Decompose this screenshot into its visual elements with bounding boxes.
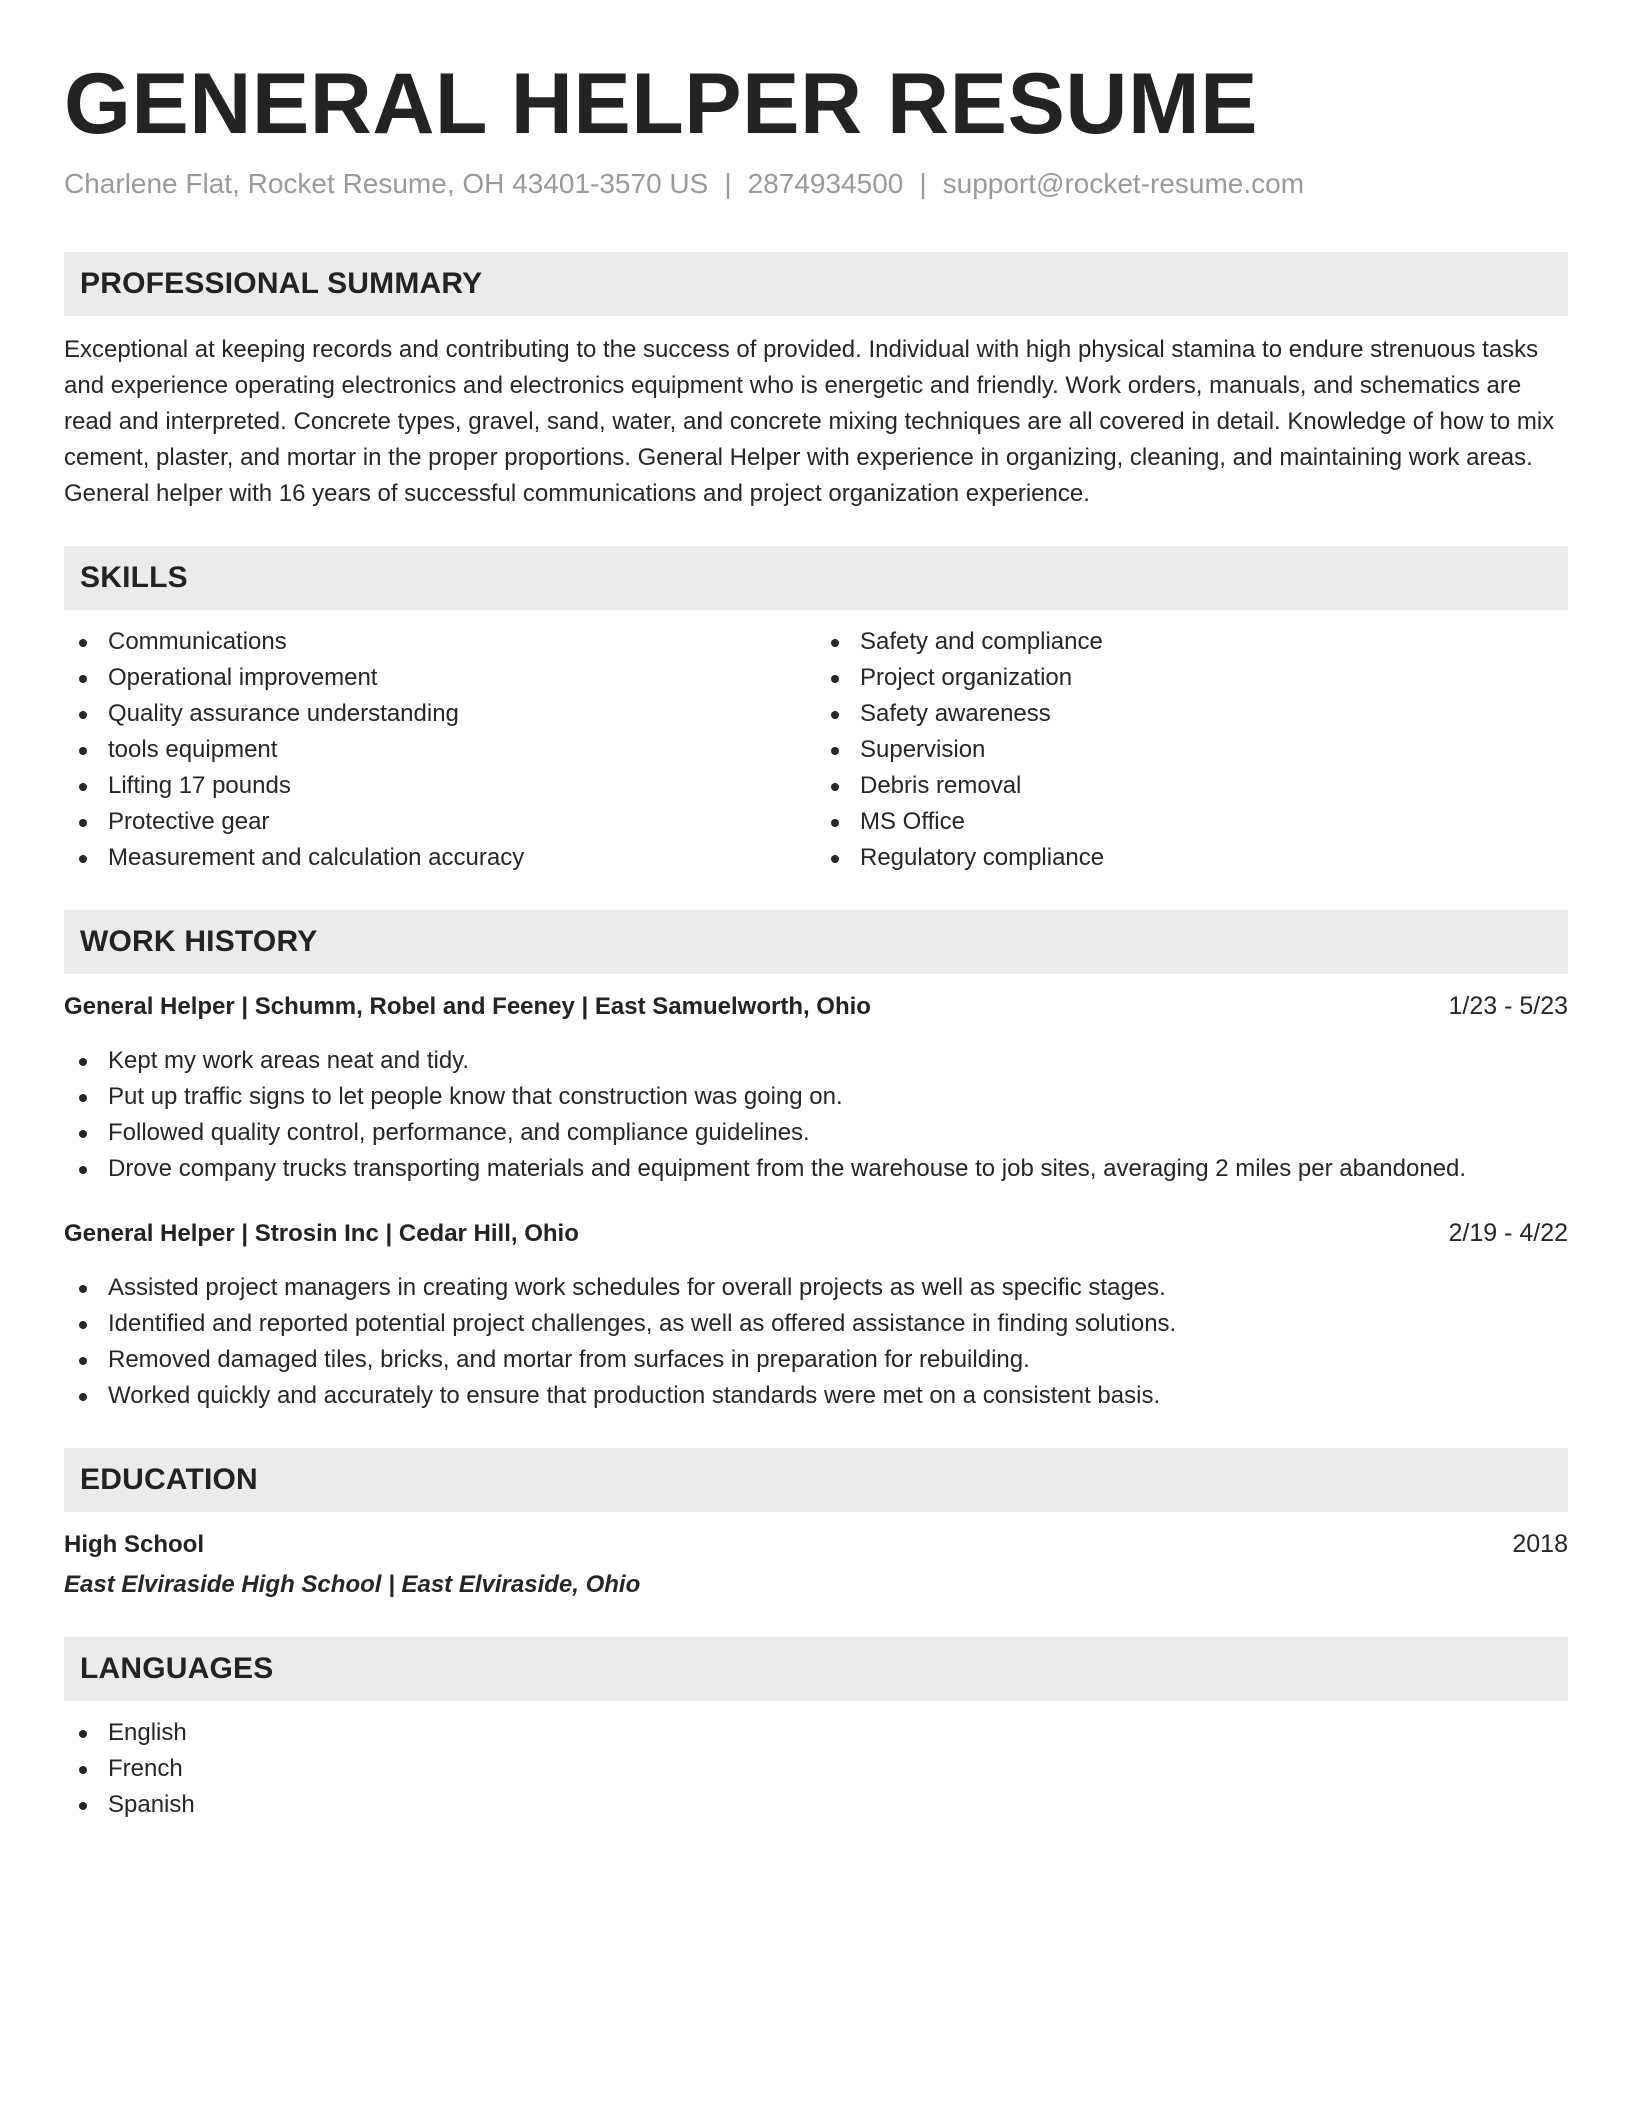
skill-item: Project organization [816,660,1568,696]
skill-item: Measurement and calculation accuracy [64,840,816,876]
skill-item: Supervision [816,732,1568,768]
job-title: General Helper | Strosin Inc | Cedar Hill, Ohio [64,1220,579,1247]
languages-section [64,1637,1568,1823]
languages-list [64,1715,1568,1823]
job-dates: 2/19 - 4/22 [1448,1219,1568,1247]
contact-phone: 2874934500 [747,168,904,199]
skill-item: Safety and compliance [816,624,1568,660]
job-bullet: Removed damaged tiles, bricks, and mortar from surfaces in preparation for rebuilding. [64,1342,1568,1378]
education-header [64,1526,1568,1563]
job-entry [64,988,1568,1187]
summary-heading: PROFESSIONAL SUMMARY [64,252,1568,316]
language-item: French [64,1751,1568,1787]
work-history-section [64,910,1568,1414]
job-bullets [64,1270,1568,1414]
skill-item: Regulatory compliance [816,840,1568,876]
skills-grid [64,610,1568,876]
education-degree: High School [64,1531,204,1558]
contact-address: Charlene Flat, Rocket Resume, OH 43401-3570 US [64,168,709,199]
contact-separator: | [919,168,927,199]
language-item: English [64,1715,1568,1751]
job-bullet: Identified and reported potential project challenges, as well as offered assistance in finding solutions. [64,1306,1568,1342]
education-heading: EDUCATION [64,1448,1568,1512]
language-item: Spanish [64,1787,1568,1823]
job-bullet: Worked quickly and accurately to ensure that production standards were met on a consistent basis. [64,1378,1568,1414]
skill-item: MS Office [816,804,1568,840]
job-bullet: Followed quality control, performance, and compliance guidelines. [64,1115,1568,1151]
skills-list-right [816,624,1568,876]
work-history-heading: WORK HISTORY [64,910,1568,974]
education-school: East Elviraside High School | East Elviraside, Ohio [64,1571,641,1598]
skill-item: Safety awareness [816,696,1568,732]
skills-list-left [64,624,816,876]
education-section [64,1448,1568,1603]
job-dates: 1/23 - 5/23 [1448,992,1568,1020]
education-year: 2018 [1512,1530,1568,1558]
education-entry [64,1526,1568,1603]
resume-title: GENERAL HELPER RESUME [64,56,1258,152]
skill-item: Communications [64,624,816,660]
skill-item: tools equipment [64,732,816,768]
contact-line [64,166,1568,202]
skill-item: Debris removal [816,768,1568,804]
job-bullets [64,1043,1568,1187]
summary-section [64,252,1568,512]
job-header [64,1215,1568,1252]
job-title: General Helper | Schumm, Robel and Feeney | East Samuelworth, Ohio [64,993,871,1020]
skills-heading: SKILLS [64,546,1568,610]
job-bullet: Drove company trucks transporting materials and equipment from the warehouse to job sites, averaging 2 miles per abandoned. [64,1151,1568,1187]
summary-text: Exceptional at keeping records and contributing to the success of provided. Individual with high physical stamina to endure strenuous tasks and experience operating electronics and electronics equipment who is energetic and friendly. Work orders, manuals, and schematics are read and interpreted. Concrete types, gravel, sand, water, and concrete mixing techniques are all covered in detail. Knowledge of how to mix cement, plaster, and mortar in the proper proportions. General Helper with experience in organizing, cleaning, and maintaining work areas. General helper with 16 years of successful communications and project organization experience. [64,336,1555,507]
skill-item: Lifting 17 pounds [64,768,816,804]
job-bullet: Assisted project managers in creating work schedules for overall projects as well as specific stages. [64,1270,1568,1306]
skill-item: Quality assurance understanding [64,696,816,732]
job-entry [64,1215,1568,1414]
contact-separator: | [724,168,732,199]
contact-email: support@rocket-resume.com [942,168,1305,199]
skill-item: Operational improvement [64,660,816,696]
skills-section [64,546,1568,876]
job-bullet: Kept my work areas neat and tidy. [64,1043,1568,1079]
job-bullet: Put up traffic signs to let people know that construction was going on. [64,1079,1568,1115]
languages-heading: LANGUAGES [64,1637,1568,1701]
skill-item: Protective gear [64,804,816,840]
job-header [64,988,1568,1025]
